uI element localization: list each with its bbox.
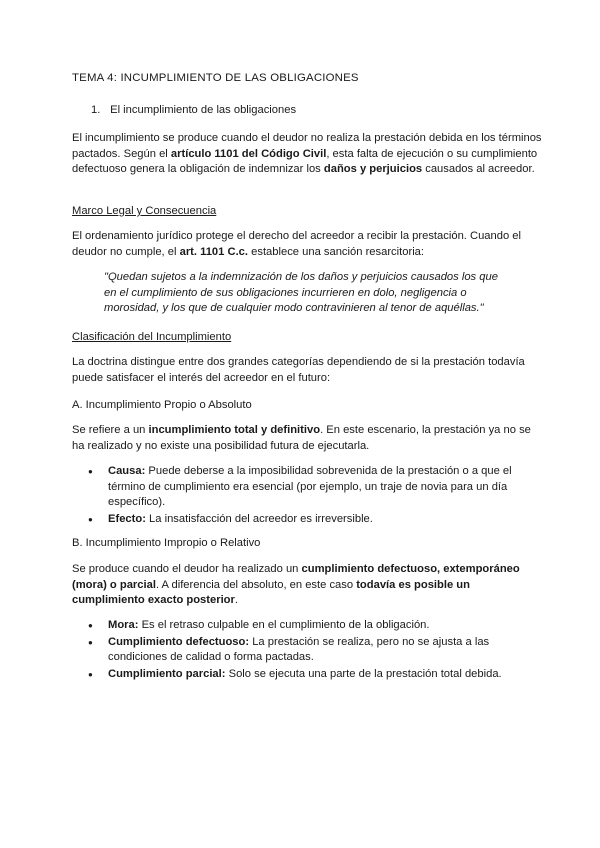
section-a-list	[72, 464, 542, 528]
intro-bold-1: artículo 1101 del Código Civil	[170, 147, 327, 160]
clasificacion-heading: Clasificación del Incumplimiento	[72, 331, 232, 343]
list-item-text: La prestación se realiza, pero no se ajusta a las condiciones de calidad o forma pactadas.	[108, 635, 490, 663]
section-a-paragraph	[72, 423, 542, 454]
marco-text-1: El ordenamiento jurídico protege el derecho del acreedor a recibir la prestación. Cuando el deudor no cumple, el	[72, 230, 522, 258]
legal-quote: "Quedan sujetos a la indemnización de los daños y perjuicios causados los que en el cumplimiento de sus obligaciones incurrieren en dolo, negligencia o morosidad, y los que de cualquier modo contravinieren al tenor de aquéllas."	[104, 271, 498, 314]
intro-text-2: , esta falta de ejecución o su cumplimiento defectuoso genera la obligación de indemnizar los	[72, 147, 538, 175]
section-b-text-1: Se produce cuando el deudor ha realizado un	[72, 563, 302, 575]
marco-text-2: establece una sanción resarcitoria:	[248, 245, 425, 258]
numbered-heading-text: El incumplimiento de las obligaciones	[110, 104, 297, 116]
clasificacion-paragraph: La doctrina distingue entre dos grandes categorías dependiendo de si la prestación todavía puede satisfacer el interés del acreedor en el futuro:	[72, 356, 525, 384]
list-item-label: Causa:	[108, 465, 146, 477]
list-item	[72, 618, 542, 634]
list-item-text: Puede deberse a la imposibilidad sobrevenida de la prestación o a que el término de cumplimiento era esencial (por ejemplo, un traje de novia para un día específico).	[108, 465, 512, 508]
list-item-label: Cumplimiento parcial:	[108, 667, 226, 680]
list-item-text: La insatisfacción del acreedor es irreversible.	[145, 512, 373, 525]
numbered-heading	[91, 103, 296, 119]
section-b-bold-1: cumplimiento defectuoso, extemporáneo (mora) o parcial	[72, 563, 520, 591]
numbered-heading-number: 1.	[91, 104, 101, 116]
list-item-text: Solo se ejecuta una parte de la prestación total debida.	[225, 667, 502, 680]
marco-paragraph	[72, 229, 542, 260]
marco-bold-1: art. 1101 C.c.	[179, 245, 249, 258]
section-a-text-1: Se refiere a un	[72, 424, 149, 436]
list-item	[72, 635, 542, 666]
intro-paragraph	[72, 131, 542, 178]
marco-heading: Marco Legal y Consecuencia	[72, 205, 217, 217]
section-b-bold-2: todavía es posible un cumplimiento exacto posterior	[72, 578, 470, 606]
list-item-label: Cumplimiento defectuoso:	[108, 635, 250, 648]
section-a-text-2: . En este escenario, la prestación ya no se ha realizado y no existe una posibilidad futura de ejecutarla.	[72, 424, 531, 452]
list-item-label: Mora:	[108, 619, 139, 631]
document-title: TEMA 4: INCUMPLIMIENTO DE LAS OBLIGACIONES	[72, 72, 359, 84]
list-item-text: Es el retraso culpable en el cumplimiento de la obligación.	[138, 619, 430, 631]
list-item	[72, 512, 542, 528]
section-b-heading: B. Incumplimiento Impropio o Relativo	[72, 537, 261, 549]
list-item-label: Efecto:	[108, 512, 146, 525]
section-a-bold-1: incumplimiento total y definitivo	[148, 424, 321, 436]
section-b-paragraph	[72, 562, 542, 609]
list-item	[72, 464, 542, 511]
list-item	[72, 667, 542, 683]
intro-bold-2: daños y perjuicios	[323, 163, 423, 175]
intro-text-1: El incumplimiento se produce cuando el deudor no realiza la prestación debida en los términos pactados. Según el	[72, 132, 542, 160]
section-b-text-2: . A diferencia del absoluto, en este caso	[155, 578, 357, 591]
section-b-list	[72, 618, 542, 683]
section-a-heading: A. Incumplimiento Propio o Absoluto	[72, 399, 252, 411]
intro-text-3: causados al acreedor.	[422, 163, 535, 175]
section-b-text-3: .	[234, 594, 238, 606]
